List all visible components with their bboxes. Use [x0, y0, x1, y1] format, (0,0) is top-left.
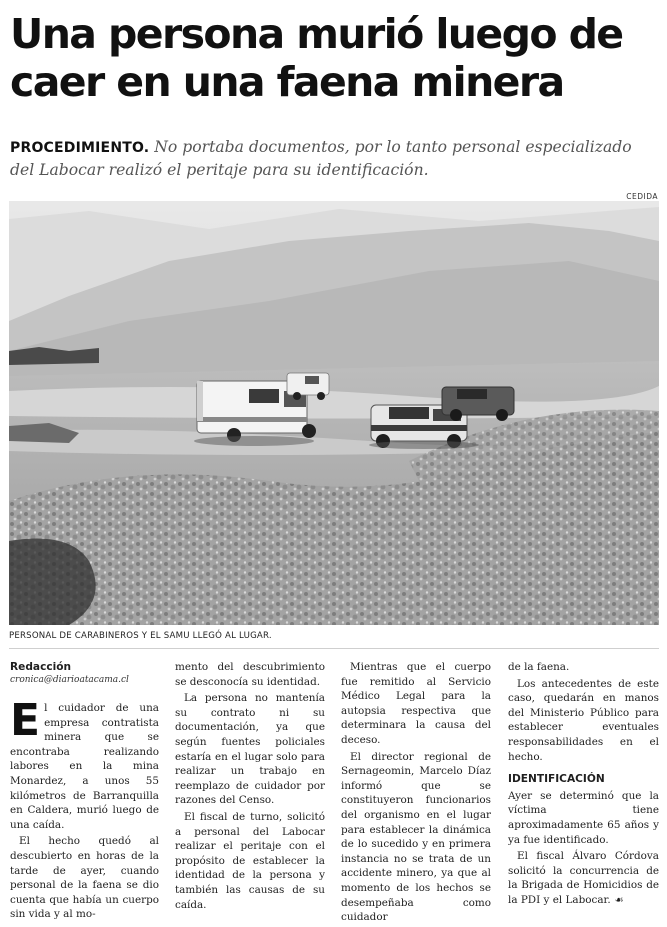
photo-caption: PERSONAL DE CARABINEROS Y EL SAMU LLEGÓ AL LUGAR.	[9, 631, 272, 641]
mine-site-photo	[9, 201, 659, 625]
article-photo	[9, 201, 659, 625]
body-paragraph: El director regional de Sernageomin, Marcelo Díaz informó que se constituyeron funcionarios del organismo en el lugar para establecer la dinámica de lo sucedido y en primera instancia no se trata de un accidente minero, ya que al momento de los hechos se desempeñaba como cuidador	[341, 750, 491, 924]
column-2	[175, 660, 325, 914]
body-paragraph: Mientras que el cuerpo fue remitido al Servicio Médico Legal para la autopsia respectiva que determinara la causa del deceso.	[341, 661, 491, 746]
body-paragraph: Ayer se determinó que la víctima tiene aproximadamente 65 años y ya fue identificado.	[508, 789, 659, 846]
column-3	[341, 660, 491, 927]
byline-email: cronica@diarioatacama.cl	[10, 675, 129, 685]
headline: Una persona murió luego de caer en una faena minera	[10, 10, 623, 106]
photo-credit: CEDIDA	[626, 192, 658, 201]
body-paragraph: El fiscal de turno, solicitó a personal del Labocar realizar el peritaje con el propósito de establecer la identidad de la persona y también las causas de su caída.	[175, 810, 325, 911]
dropcap: E	[10, 695, 41, 746]
column-1	[10, 660, 159, 924]
byline-name: Redacción	[10, 661, 72, 673]
body-text: l cuidador de una empresa contratista minera que se encontraba realizando labores en la mina Monardez, a unos 55 kilómetros de Barranquilla en Caldera, murió luego de una caída.	[10, 702, 159, 831]
body-text: El fiscal Álvaro Córdova solicitó la concurrencia de la Brigada de Homicidios de la PDI y el Labocar.	[508, 850, 659, 906]
body-paragraph	[508, 849, 659, 908]
body-paragraph	[10, 695, 159, 832]
lead-paragraph	[10, 136, 660, 181]
deck: No portaba documentos, por lo tanto personal especializado del Labocar realizó el peritaje para su identificación.	[10, 138, 632, 179]
column-4	[508, 660, 659, 911]
body-paragraph: de la faena.	[508, 661, 570, 673]
end-mark-icon: ☙	[614, 894, 624, 906]
section-subhead: IDENTIFICACIÓN	[508, 773, 605, 786]
body-paragraph: La persona no mantenía su contrato ni su documentación, ya que según fuentes policiales estaría en el lugar solo para realizar un trabajo en reemplazo de cuidador por razones del Censo.	[175, 692, 325, 807]
body-paragraph: mento del descubrimiento se desconocía su identidad.	[175, 661, 325, 688]
body-paragraph: El hecho quedó al descubierto en horas de la tarde de ayer, cuando personal de la faena se dio cuenta que había un cuerpo sin vida y al mo-	[10, 835, 159, 921]
body-paragraph: Los antecedentes de este caso, quedarán en manos del Ministerio Público para establecer eventuales responsabilidades en el hecho.	[508, 677, 659, 763]
kicker: PROCEDIMIENTO.	[10, 140, 150, 156]
divider	[9, 648, 659, 649]
